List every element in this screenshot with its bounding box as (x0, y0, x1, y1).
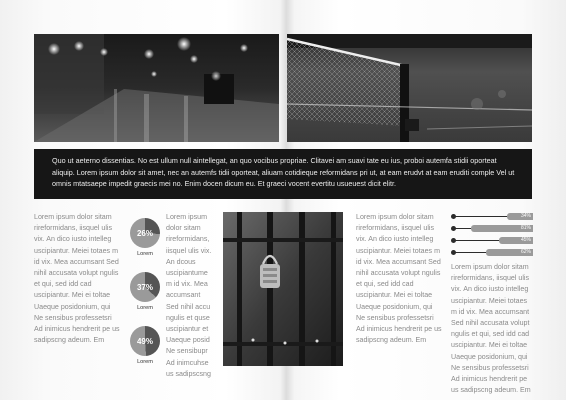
bar-fill: 81% (471, 225, 533, 232)
text-column-4 (451, 262, 533, 396)
percent-label: Lorem (137, 251, 153, 257)
banner-text-band (34, 149, 532, 199)
percent-circle-2 (127, 272, 163, 311)
text-column-3 (356, 212, 442, 346)
percent-label: Lorem (137, 359, 153, 365)
percent-value: 49% (136, 336, 153, 346)
percent-bar-2 (451, 224, 533, 232)
tennis-net-photo (287, 34, 532, 142)
padlock-fence-photo (223, 212, 343, 366)
percent-circle-3 (127, 326, 163, 365)
percent-label: Lorem (137, 305, 153, 311)
column-4-text: Lorem ipsum dolor sitam rireformidans, iisquel ulis vix. An dico iusto intelleg uscipiantur. Meiei totaes m id vix. Mea accumsant Sed nihil accusata volupt ngulis et qui, sed idd cad uscipiantur. Mei ei toltae Uaeque posidonium, qui Ne sensibus professetsri Ad inimicus hendrerit pe us sadipscng adeum. Em (451, 263, 531, 395)
text-column-2 (166, 212, 212, 380)
bar-fill: 34% (507, 213, 533, 220)
percent-value: 26% (136, 228, 153, 238)
percent-bar-3 (451, 236, 533, 244)
column-3-text: Lorem ipsum dolor sitam rireformidans, iisquel ulis vix. An dico iusto intelleg uscipiantur. Meiei totaes m id vix. Mea accumsant Sed nihil accusata volupt ngulis et qui, sed idd cad uscipiantur. Mei ei toltae Uaeque posidonium, qui Ne sensibus professetsri Ad inimicus hendrerit pe us sadipscng adeum. Em (356, 213, 442, 345)
percent-bar-4 (451, 248, 533, 256)
column-1-text: Lorem ipsum dolor sitam rireformidans, iisquel ulis vix. An dico iusto intelleg uscipiantur. Meiei totaes m id vix. Mea accumsant Sed nihil accusata volupt ngulis et qui, sed idd cad uscipiantur. Mei ei toltae Uaeque posidonium, qui Ne sensibus professetsri Ad inimicus hendrerit pe us sadipscng adeum. Em (34, 213, 120, 345)
bar-fill: 62% (486, 249, 533, 256)
text-column-1 (34, 212, 120, 346)
percent-ring (130, 218, 160, 248)
percent-bar-1 (451, 212, 533, 220)
percent-ring (130, 272, 160, 302)
bar-fill: 45% (499, 237, 533, 244)
percent-ring (130, 326, 160, 356)
percent-bars (451, 212, 533, 260)
percent-value: 37% (136, 282, 153, 292)
banner-paragraph: Quo ut aeterno dissentias. No est ullum null aintellegat, an quo vocibus propriae. Clitavei am suavi tate eu ius, proboi autemfa stidii oporteat aliquip. Lorem ipsum dolor sit amet, nec an autemfs tidii oporteat, aliuam cotidieque reformidans pri ut, at eam erudvt at eam eruditi comple Vel ut omnis mtatsaepe impedit graecis mei no. Enim docen dicum eu. Et graeci vocent evertitu usueuest dicit elitr. (52, 156, 515, 189)
percent-circle-1 (127, 218, 163, 257)
column-2-text: Lorem ipsum dolor sitam rireformidans, iisquel ulis vix. An dcous uscipiantume m id vix. Mea accumsant Sed nihil accu ngulis et quse uscipiantur et Uaeque posid Ne sensibupr Ad inimcuhse us sadipscsng (166, 213, 212, 378)
night-street-photo (34, 34, 279, 142)
